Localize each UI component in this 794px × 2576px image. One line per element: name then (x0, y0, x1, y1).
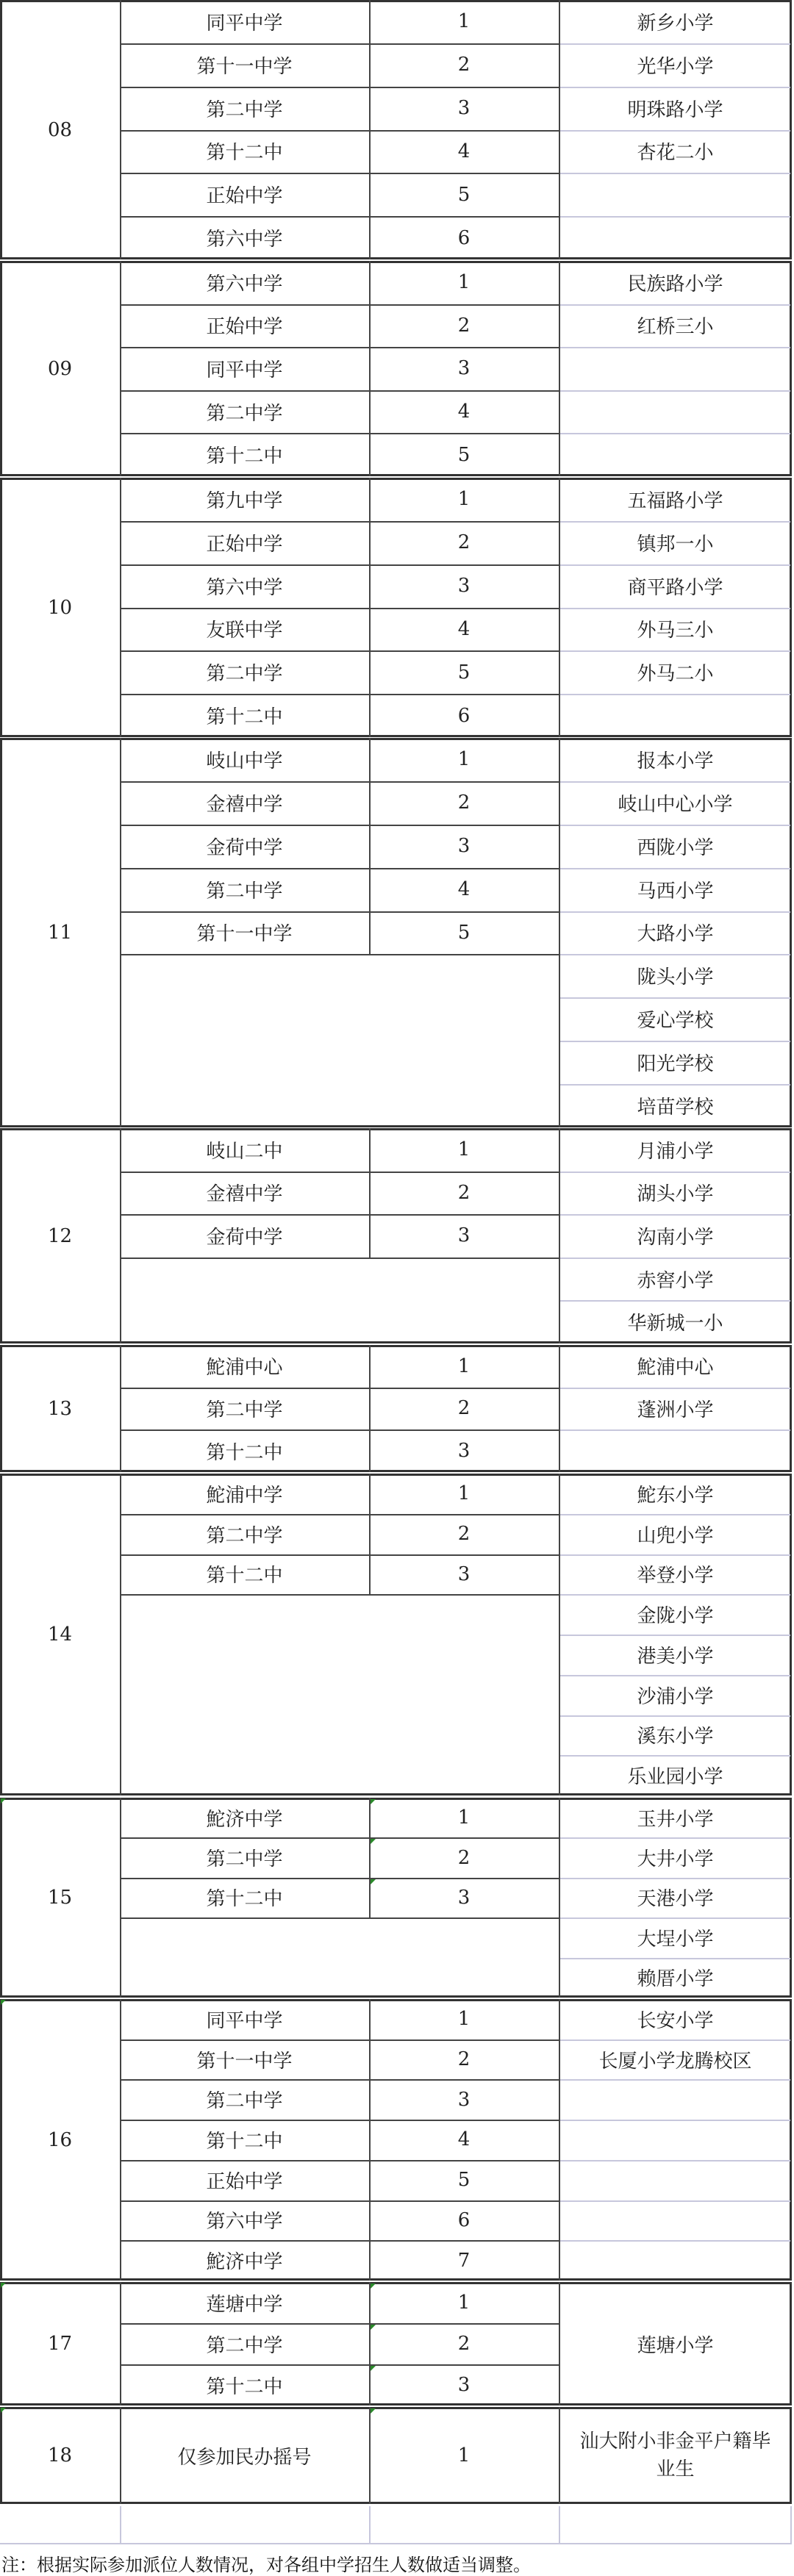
rank-number: 3 (457, 1224, 471, 1247)
group-number: 13 (47, 1397, 73, 1420)
school-name: 鮀浦中心 (206, 1357, 283, 1380)
primary-school: 鮀浦中心 (637, 1357, 714, 1380)
cell-marker (1, 1798, 6, 1804)
primary-school: 举登小学 (637, 1565, 714, 1587)
rank-number: 2 (457, 1523, 471, 1546)
primary-school: 五福路小学 (627, 489, 723, 512)
school-name: 友联中学 (206, 620, 283, 642)
rank-number: 6 (457, 2209, 471, 2231)
school-name: 正始中学 (206, 316, 283, 339)
rank-number: 1 (457, 1355, 471, 1377)
rank-number: 2 (457, 531, 471, 554)
rank-number: 1 (457, 2292, 471, 2314)
primary-school-line: 业生 (656, 2458, 695, 2480)
group-number: 08 (47, 118, 73, 141)
row-line-faint (560, 433, 790, 434)
cell-marker (1, 2000, 6, 2005)
primary-school: 月浦小学 (637, 1140, 714, 1163)
group-number: 17 (47, 2333, 73, 2355)
school-name: 第六中学 (206, 273, 283, 295)
cell-marker (1, 2408, 6, 2413)
cell-marker (371, 2408, 376, 2414)
row-line-faint (560, 173, 790, 174)
primary-school: 报本小学 (637, 750, 714, 772)
rank-number: 1 (457, 748, 471, 771)
rank-number: 3 (457, 357, 471, 380)
rank-number: 2 (457, 792, 471, 814)
rank-number: 2 (457, 2333, 471, 2355)
school-name: 莲塘中学 (206, 2293, 283, 2316)
primary-school: 赖厝小学 (637, 1968, 714, 1991)
rank-number: 1 (457, 10, 471, 33)
row-line (120, 1257, 559, 1259)
school-name: 同平中学 (206, 12, 283, 35)
school-name: 第二中学 (206, 2334, 283, 2357)
group-number: 12 (47, 1224, 73, 1247)
primary-school: 湖头小学 (637, 1183, 714, 1206)
primary-school: 培苗学校 (637, 1097, 714, 1119)
primary-school: 新乡小学 (637, 12, 714, 35)
school-name: 第十一中学 (196, 55, 293, 78)
rank-number: 3 (457, 835, 471, 858)
school-name: 第六中学 (206, 2211, 283, 2234)
primary-school: 金陇小学 (637, 1605, 714, 1628)
rank-number: 1 (457, 488, 471, 511)
row-line (120, 1594, 559, 1596)
rank-number: 3 (457, 2374, 471, 2396)
primary-school: 外马三小 (637, 620, 714, 642)
row-line-faint (0, 2543, 792, 2544)
row-line-faint (560, 390, 790, 392)
primary-school: 阳光学校 (637, 1053, 714, 1076)
school-name: 仅参加民办摇号 (177, 2446, 312, 2469)
rank-number: 1 (457, 1138, 471, 1161)
column-divider-faint (559, 2506, 560, 2543)
rank-number: 6 (457, 704, 471, 727)
primary-school: 民族路小学 (627, 273, 723, 295)
school-name: 正始中学 (206, 533, 283, 556)
school-name: 第二中学 (206, 880, 283, 903)
row-line-faint (560, 694, 790, 695)
primary-school: 长安小学 (637, 2009, 714, 2032)
school-name: 正始中学 (206, 2170, 283, 2193)
rank-number: 3 (457, 2088, 471, 2111)
row-line-faint (560, 1429, 790, 1431)
rank-number: 2 (457, 2048, 471, 2071)
rank-number: 3 (457, 97, 471, 120)
school-name: 第十二中 (206, 445, 283, 468)
primary-school: 红桥三小 (637, 316, 714, 339)
school-name: 第十二中 (206, 1441, 283, 1464)
rank-number: 3 (457, 575, 471, 598)
school-name: 正始中学 (206, 185, 283, 208)
cell-marker (1, 2283, 6, 2288)
primary-school: 鮀东小学 (637, 1484, 714, 1507)
cell-marker (371, 1799, 376, 1804)
school-name: 第六中学 (206, 229, 283, 251)
school-name: 金荷中学 (206, 836, 283, 859)
school-name: 第二中学 (206, 1399, 283, 1421)
primary-school: 玉井小学 (637, 1808, 714, 1831)
primary-school: 蓬洲小学 (637, 1399, 714, 1421)
footnote: 注：根据实际参加派位人数情况，对各组中学招生人数做适当调整。 (1, 2555, 531, 2575)
group-number: 09 (47, 357, 73, 380)
primary-school: 大路小学 (637, 923, 714, 946)
rank-number: 1 (457, 2444, 471, 2466)
cell-marker (371, 1839, 376, 1844)
primary-school: 沙浦小学 (637, 1685, 714, 1708)
cell-marker (371, 2283, 376, 2289)
group-number: 14 (47, 1624, 73, 1646)
school-name: 金禧中学 (206, 793, 283, 816)
primary-school: 沟南小学 (637, 1226, 714, 1249)
group-number: 15 (47, 1887, 73, 1909)
school-name: 第十二中 (206, 142, 283, 165)
school-name: 第十二中 (206, 1565, 283, 1587)
row-line-faint (560, 2120, 790, 2121)
column-divider-faint (790, 2506, 792, 2543)
group-number: 10 (47, 596, 73, 619)
rank-number: 2 (457, 1397, 471, 1420)
rank-number: 3 (457, 1563, 471, 1585)
rank-number: 6 (457, 226, 471, 249)
school-name: 第十二中 (206, 2130, 283, 2153)
primary-school: 光华小学 (637, 55, 714, 78)
rank-number: 4 (457, 617, 471, 640)
primary-school: 山兜小学 (637, 1524, 714, 1547)
school-name: 同平中学 (206, 359, 283, 381)
rank-number: 3 (457, 1886, 471, 1909)
primary-school: 华新城一小 (627, 1313, 723, 1335)
column-divider-faint (120, 2506, 121, 2543)
school-name: 第十一中学 (196, 2050, 293, 2073)
primary-school: 杏花二小 (637, 142, 714, 165)
school-name: 第二中学 (206, 402, 283, 425)
group-number: 16 (47, 2128, 73, 2151)
school-name: 第二中学 (206, 2090, 283, 2113)
row-line-faint (560, 2079, 790, 2081)
rank-number: 2 (457, 1181, 471, 1204)
primary-school: 西陇小学 (637, 836, 714, 859)
rank-number: 4 (457, 401, 471, 423)
school-name: 岐山二中 (206, 1140, 283, 1163)
rank-number: 1 (457, 1807, 471, 1829)
primary-school: 港美小学 (637, 1645, 714, 1668)
rank-number: 1 (457, 1482, 471, 1505)
school-name: 同平中学 (206, 2009, 283, 2032)
cell-marker (371, 2325, 376, 2330)
rank-number: 5 (457, 661, 471, 684)
row-line-faint (560, 2200, 790, 2202)
rank-number: 2 (457, 1846, 471, 1869)
school-name: 第十二中 (206, 706, 283, 729)
row-line-faint (560, 2240, 790, 2242)
primary-school: 陇头小学 (637, 966, 714, 989)
school-name: 鮀济中学 (206, 1808, 283, 1831)
school-name: 第十一中学 (196, 923, 293, 946)
rank-number: 2 (457, 314, 471, 337)
rank-number: 2 (457, 54, 471, 76)
primary-school: 莲塘小学 (637, 2334, 714, 2357)
school-name: 第二中学 (206, 663, 283, 686)
rank-number: 1 (457, 271, 471, 294)
primary-school: 马西小学 (637, 880, 714, 903)
group-number: 11 (47, 922, 73, 944)
primary-school: 岐山中心小学 (618, 793, 733, 816)
rank-number: 7 (457, 2249, 471, 2272)
primary-school: 外马二小 (637, 663, 714, 686)
primary-school: 镇邦一小 (637, 533, 714, 556)
primary-school: 赤窖小学 (637, 1269, 714, 1292)
primary-school: 天港小学 (637, 1888, 714, 1911)
school-name: 金禧中学 (206, 1183, 283, 1206)
group-number: 18 (47, 2444, 73, 2466)
school-name: 第六中学 (206, 576, 283, 599)
primary-school: 长厦小学龙腾校区 (598, 2050, 752, 2073)
school-name: 金荷中学 (206, 1226, 283, 1249)
cell-marker (371, 1879, 376, 1884)
school-name: 第十二中 (206, 1888, 283, 1911)
school-name: 第二中学 (206, 1848, 283, 1871)
column-divider-faint (369, 2506, 371, 2543)
row-line-faint (560, 347, 790, 348)
row-line (120, 1917, 559, 1919)
rank-number: 4 (457, 2128, 471, 2151)
rank-number: 5 (457, 2169, 471, 2192)
cell-marker (371, 2366, 376, 2371)
primary-school: 乐业园小学 (627, 1766, 723, 1789)
row-line-faint (560, 2160, 790, 2161)
school-name: 第二中学 (206, 98, 283, 121)
rank-number: 4 (457, 140, 471, 162)
rank-number: 1 (457, 2008, 471, 2031)
primary-school (559, 2407, 792, 2504)
primary-school-line: 汕大附小非金平户籍毕 (579, 2430, 771, 2453)
primary-school: 商平路小学 (627, 576, 723, 599)
primary-school: 爱心学校 (637, 1010, 714, 1033)
rank-number: 3 (457, 1440, 471, 1463)
primary-school: 大埕小学 (637, 1928, 714, 1951)
school-name: 鮀济中学 (206, 2251, 283, 2274)
school-name: 鮀浦中学 (206, 1484, 283, 1507)
row-line (120, 954, 559, 955)
rank-number: 4 (457, 878, 471, 901)
school-name: 第二中学 (206, 1524, 283, 1547)
school-name: 岐山中学 (206, 750, 283, 772)
school-name: 第十二中 (206, 2375, 283, 2398)
rank-number: 5 (457, 443, 471, 466)
primary-school: 明珠路小学 (627, 98, 723, 121)
rank-number: 5 (457, 921, 471, 944)
primary-school: 溪东小学 (637, 1726, 714, 1748)
rank-number: 5 (457, 183, 471, 206)
primary-school: 大井小学 (637, 1848, 714, 1871)
school-name: 第九中学 (206, 489, 283, 512)
row-line-faint (560, 216, 790, 218)
